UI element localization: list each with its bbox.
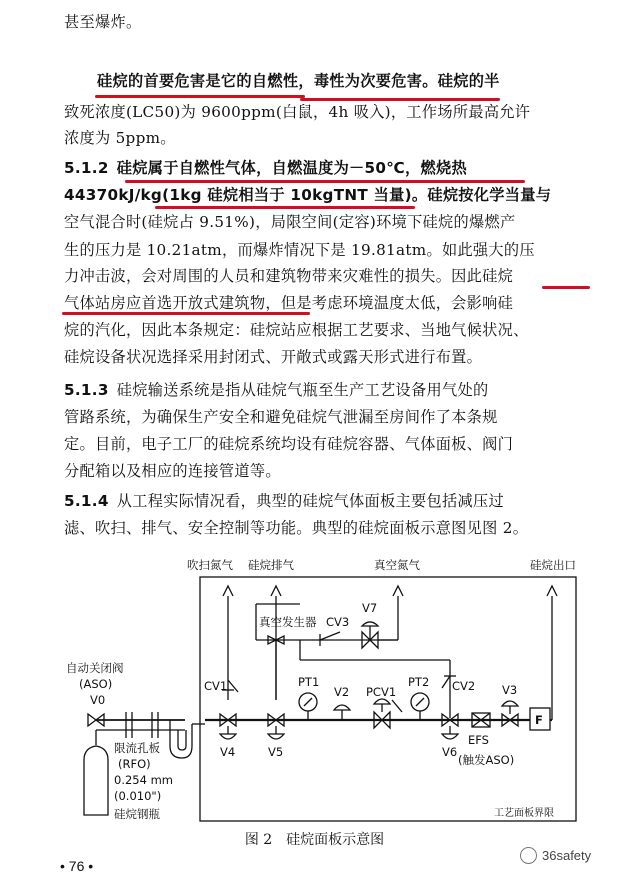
label-cylinder: 硅烷钢瓶 xyxy=(114,807,160,821)
label-pcv1: PCV1 xyxy=(366,685,397,699)
page-number: • 76 • xyxy=(60,858,94,874)
text-line-18: 滤、吹扫、排气、安全控制等功能。典型的硅烷面板示意图见图 2。 xyxy=(64,519,529,537)
label-silane-exhaust: 硅烷排气 xyxy=(248,558,294,572)
text-line-8: 生的压力是 10.21atm，而爆炸情况下是 19.81atm。如此强大的压 xyxy=(64,241,535,259)
label-purge-n2: 吹扫氮气 xyxy=(187,558,233,572)
label-v5: V5 xyxy=(268,745,284,759)
wechat-icon xyxy=(520,847,537,864)
label-rfo-mm: 0.254 mm xyxy=(114,773,173,787)
label-v0: V0 xyxy=(90,693,106,707)
label-v2: V2 xyxy=(334,685,350,699)
text-line-16: 分配箱以及相应的连接管道等。 xyxy=(64,462,281,480)
text-line-4: 浓度为 5ppm。 xyxy=(64,129,176,147)
label-cv1: CV1 xyxy=(204,679,228,693)
text-line-3: 致死浓度(LC50)为 9600ppm(白鼠，4h 吸入)，工作场所最高允许 xyxy=(64,103,531,121)
label-vacuum-generator: 真空发生器 xyxy=(259,615,317,629)
label-panel-boundary: 工艺面板界限 xyxy=(494,808,554,819)
text-line-10: 气体站房应首选开放式建筑物，但是考虑环境温度太低，会影响硅 xyxy=(64,294,514,312)
text-line-12: 硅烷设备状况选择采用封闭式、开敞式或露天形式进行布置。 xyxy=(64,348,483,366)
figure-caption: 图 2 硅烷面板示意图 xyxy=(244,832,385,848)
section-heading-5-1-4: 5.1.4 xyxy=(64,492,109,510)
label-auto-valve: 自动关闭阀 xyxy=(66,661,124,675)
label-cv3: CV3 xyxy=(326,615,350,629)
text-line-5: 5.1.2 硅烷属于自燃性气体，自燃温度为－50℃，燃烧热 xyxy=(64,159,467,177)
label-rfo-in: (0.010") xyxy=(114,789,162,803)
label-silane-outlet: 硅烷出口 xyxy=(530,558,576,572)
label-cv2: CV2 xyxy=(452,679,476,693)
watermark xyxy=(520,847,591,864)
text-line-15: 定。目前，电子工厂的硅烷系统均设有硅烷容器、气体面板、阀门 xyxy=(64,435,514,453)
text-line-17: 5.1.4 从工程实际情况看，典型的硅烷气体面板主要包括减压过 xyxy=(64,492,504,510)
label-pt2: PT2 xyxy=(408,675,430,689)
label-v7: V7 xyxy=(362,601,378,615)
label-pt1: PT1 xyxy=(298,675,320,689)
section-heading-5-1-2: 5.1.2 xyxy=(64,159,109,177)
section-heading-5-1-3: 5.1.3 xyxy=(64,381,109,399)
text-line-14: 管路系统，为确保生产安全和避免硅烷气泄漏至房间作了本条规 xyxy=(64,408,498,426)
label-aso: (ASO) xyxy=(79,677,113,691)
label-vacuum-n2: 真空氮气 xyxy=(374,558,420,572)
label-v3: V3 xyxy=(502,683,518,697)
text-line-13: 5.1.3 硅烷输送系统是指从硅烷气瓶至生产工艺设备用气处的 xyxy=(64,381,489,399)
watermark-text: 36safety xyxy=(542,848,592,863)
label-efs: EFS xyxy=(468,733,489,747)
text-line-11: 烷的汽化，因此本条规定：硅烷站应根据工艺要求、当地气候状况、 xyxy=(64,321,529,339)
label-v4: V4 xyxy=(220,745,236,759)
label-v6: V6 xyxy=(442,745,458,759)
text-line-1: 甚至爆炸。 xyxy=(64,13,142,31)
text-line-2: 硅烷的首要危害是它的自燃性，毒性为次要危害。硅烷的半 xyxy=(97,72,500,90)
text-line-9: 力冲击波，会对周围的人员和建筑物带来灾难性的损失。因此硅烷 xyxy=(64,267,514,285)
text-line-6: 44370kJ/kg(1kg 硅烷相当于 10kgTNT 当量)。硅烷按化学当量与 xyxy=(64,186,552,204)
label-rfo: (RFO) xyxy=(118,757,151,771)
label-rfo-title: 限流孔板 xyxy=(114,741,160,755)
label-trigger-aso: (触发ASO) xyxy=(458,753,515,767)
label-f: F xyxy=(535,713,543,727)
text-line-7: 空气混合时(硅烷占 9.51%)，局限空间(定容)环境下硅烷的爆燃产 xyxy=(64,213,516,231)
